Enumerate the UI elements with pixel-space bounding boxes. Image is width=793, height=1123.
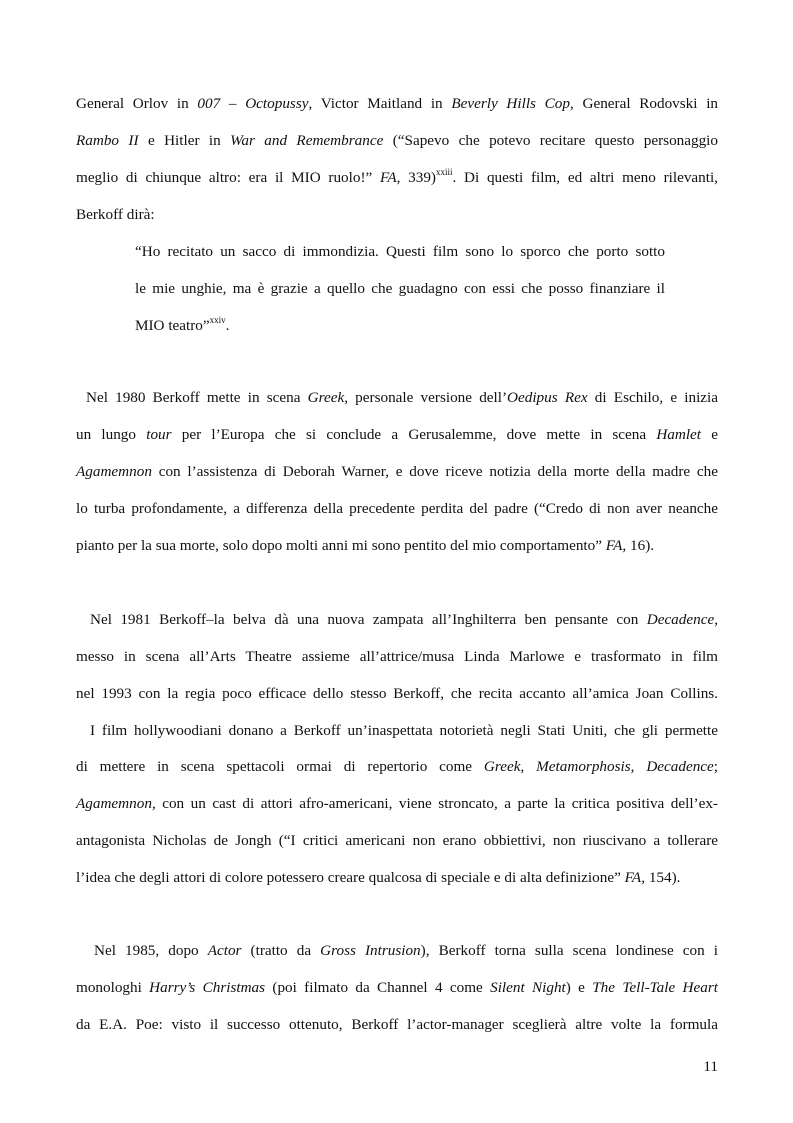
text-line: Nel 1985, dopo Actor (tratto da Gross Intrusion), Berkoff torna sulla scena londinese con i	[94, 942, 718, 959]
source-abbrev: FA,	[605, 537, 627, 554]
source-abbrev: FA,	[380, 169, 401, 186]
film-title: Beverly Hills Cop	[451, 95, 570, 112]
text-line: antagonista Nicholas de Jongh (“I critici americani non erano obbiettivi, non riuscivano a tollerare	[76, 832, 718, 849]
play-title: Harry’s Christmas	[149, 979, 266, 996]
text-line: Nel 1980 Berkoff mette in scena Greek, personale versione dell’Oedipus Rex di Eschilo, e inizia	[86, 389, 718, 406]
play-title: Hamlet	[656, 426, 702, 443]
endnote-marker: xxiii	[435, 167, 453, 177]
source-abbrev: FA	[624, 869, 642, 886]
text-line: Nel 1981 Berkoff–la belva dà una nuova zampata all’Inghilterra ben pensante con Decadence,	[90, 611, 718, 628]
play-title: Greek	[483, 758, 521, 775]
text-line: messo in scena all’Arts Theatre assieme all’attrice/musa Linda Marlowe e trasformato in film	[76, 648, 718, 665]
play-title: Agamemnon	[76, 463, 152, 480]
page-number: 11	[703, 1058, 718, 1075]
quote-line: le mie unghie, ma è grazie a quello che guadagno con essi che posso finanziare il	[135, 280, 665, 297]
text-line: Rambo II e Hitler in War and Remembrance (“Sapevo che potevo recitare questo personaggio	[76, 132, 718, 149]
play-title: Decadence	[646, 611, 715, 628]
text-line: da E.A. Poe: visto il successo ottenuto, Berkoff l’actor-manager sceglierà altre volte la formula	[76, 1016, 718, 1033]
quote-line: MIO teatro”$^{xxiv}$.	[135, 315, 230, 334]
text-line: Agamemnon, con un cast di attori afro-americani, viene stroncato, a parte la critica positiva dell’ex-	[76, 795, 718, 812]
text-line: un lungo tour per l’Europa che si conclude a Gerusalemme, dove mette in scena Hamlet e	[76, 426, 718, 443]
film-title: 007 – Octopussy	[197, 95, 309, 112]
play-title: Gross Intrusion	[320, 942, 421, 959]
text-line: l’idea che degli attori di colore potessero creare qualcosa di speciale e di alta definizione” FA, 154).	[76, 869, 681, 886]
text-line: Agamemnon con l’assistenza di Deborah Warner, e dove riceve notizia della morte della madre che	[76, 463, 718, 480]
quote-line: “Ho recitato un sacco di immondizia. Questi film sono lo sporco che porto sotto	[135, 243, 665, 260]
text-line: lo turba profondamente, a differenza della precedente perdita del padre (“Credo di non aver neanche	[76, 500, 718, 517]
text-line: General Orlov in 007 – Octopussy, Victor Maitland in Beverly Hills Cop, General Rodovski in	[76, 95, 719, 112]
film-title: War and Remembrance	[230, 132, 384, 149]
text-line: Berkoff dirà:	[76, 206, 155, 223]
text-line: monologhi Harry’s Christmas (poi filmato da Channel 4 come Silent Night) e The Tell-Tale Heart	[76, 979, 718, 996]
text-line: I film hollywoodiani donano a Berkoff un’inaspettata notorietà negli Stati Uniti, che gli permette	[90, 722, 718, 739]
film-title: Rambo II	[76, 132, 139, 149]
play-title: Oedipus Rex	[507, 389, 588, 406]
play-title: Agamemnon	[76, 795, 152, 812]
film-title: Silent Night	[490, 979, 566, 996]
text-line: meglio di chiunque altro: era il MIO ruolo!” FA, 339)$^{xxiii}$. Di questi film, ed altri meno rilevanti,	[76, 167, 718, 186]
endnote-marker: xxiv	[209, 315, 226, 325]
play-title: Actor	[207, 942, 242, 959]
play-title: Metamorphosis	[536, 758, 631, 775]
text-line: pianto per la sua morte, solo dopo molti anni mi sono pentito del mio comportamento” FA, 16).	[76, 537, 655, 554]
play-title: Decadence	[646, 758, 714, 775]
text-line: di mettere in scena spettacoli ormai di repertorio come Greek, Metamorphosis, Decadence;	[76, 758, 719, 775]
play-title: Greek	[307, 389, 345, 406]
text-line: nel 1993 con la regia poco efficace dello stesso Berkoff, che recita accanto all’amica Joan Collins.	[76, 685, 718, 702]
play-title: The Tell-Tale Heart	[592, 979, 718, 996]
